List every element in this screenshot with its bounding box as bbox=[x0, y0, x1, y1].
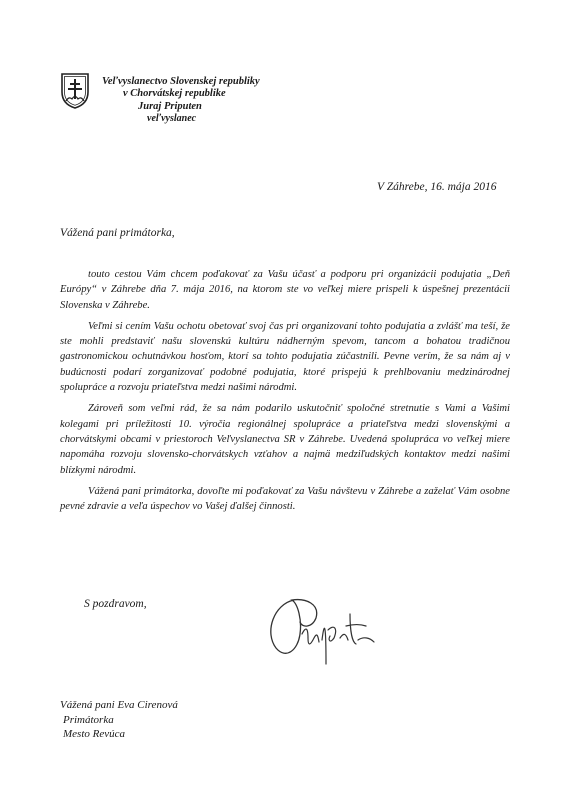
embassy-location: v Chorvátskej republike bbox=[123, 88, 226, 100]
ambassador-name: Juraj Priputen bbox=[138, 100, 202, 112]
body-paragraph: Zároveň som veľmi rád, že sa nám podarilo uskutočniť spoločné stretnutie s Vami a Vašimi kolegami pri príležitosti 10. výročia regionálnej spolupráce a priateľstva medzi slovenskými a chorvátskymi obcami v priestoroch Veľvyslanectva SR v Záhrebe. Uvedená spolupráca vo veľkej miere napomáha rozvoju slovensko-chorvátskych vzťahov a najmä medziľudských kontaktov medzi našimi blízkymi národmi. bbox=[60, 403, 510, 476]
recipient-organization: Mesto Revúca bbox=[63, 728, 125, 740]
slovak-coat-of-arms-icon bbox=[60, 72, 90, 110]
letterhead bbox=[102, 76, 260, 125]
letter-body bbox=[60, 267, 510, 520]
recipient-name: Vážená pani Eva Cirenová bbox=[60, 699, 178, 711]
body-paragraph: touto cestou Vám chcem poďakovať za Vašu účasť a podporu pri organizácii podujatia „Deň Európy“ v Záhrebe dňa 7. mája 2016, na ktorom ste vo veľkej miere prispeli k úspešnej prezentácii Slovenska v Záhrebe. bbox=[60, 269, 510, 311]
body-paragraph: Veľmi si cením Vašu ochotu obetovať svoj čas pri organizovaní tohto podujatia a zvlášť ma teší, že ste mohli predstaviť našu slovenskú kultúru nádherným spevom, tancom a bohatou tradičnou gastronomickou ochutnávkou hosťom, ktorí sa tohto podujatia zúčastnili. Pevne verím, že sa nám aj v budúcnosti podarí zorganizovať podobné podujatia, ktoré prispejú k prehlbovaniu medzinárodnej spolupráce a rozvoju priateľstva medzi našimi národmi. bbox=[60, 320, 510, 394]
recipient-title: Primátorka bbox=[63, 713, 114, 726]
salutation: Vážená pani primátorka, bbox=[60, 227, 175, 239]
closing: S pozdravom, bbox=[84, 598, 147, 610]
letter-date: V Záhrebe, 16. mája 2016 bbox=[377, 181, 497, 193]
embassy-name: Veľvyslanectvo Slovenskej republiky bbox=[102, 76, 260, 87]
handwritten-signature bbox=[262, 594, 382, 668]
ambassador-title: veľvyslanec bbox=[147, 112, 197, 124]
body-paragraph: Vážená pani primátorka, dovoľte mi poďakovať za Vašu návštevu v Záhrebe a zaželať Vám osobne pevné zdravie a veľa úspechov vo Vašej ďalšej činnosti. bbox=[60, 485, 510, 513]
recipient-block bbox=[60, 698, 178, 742]
